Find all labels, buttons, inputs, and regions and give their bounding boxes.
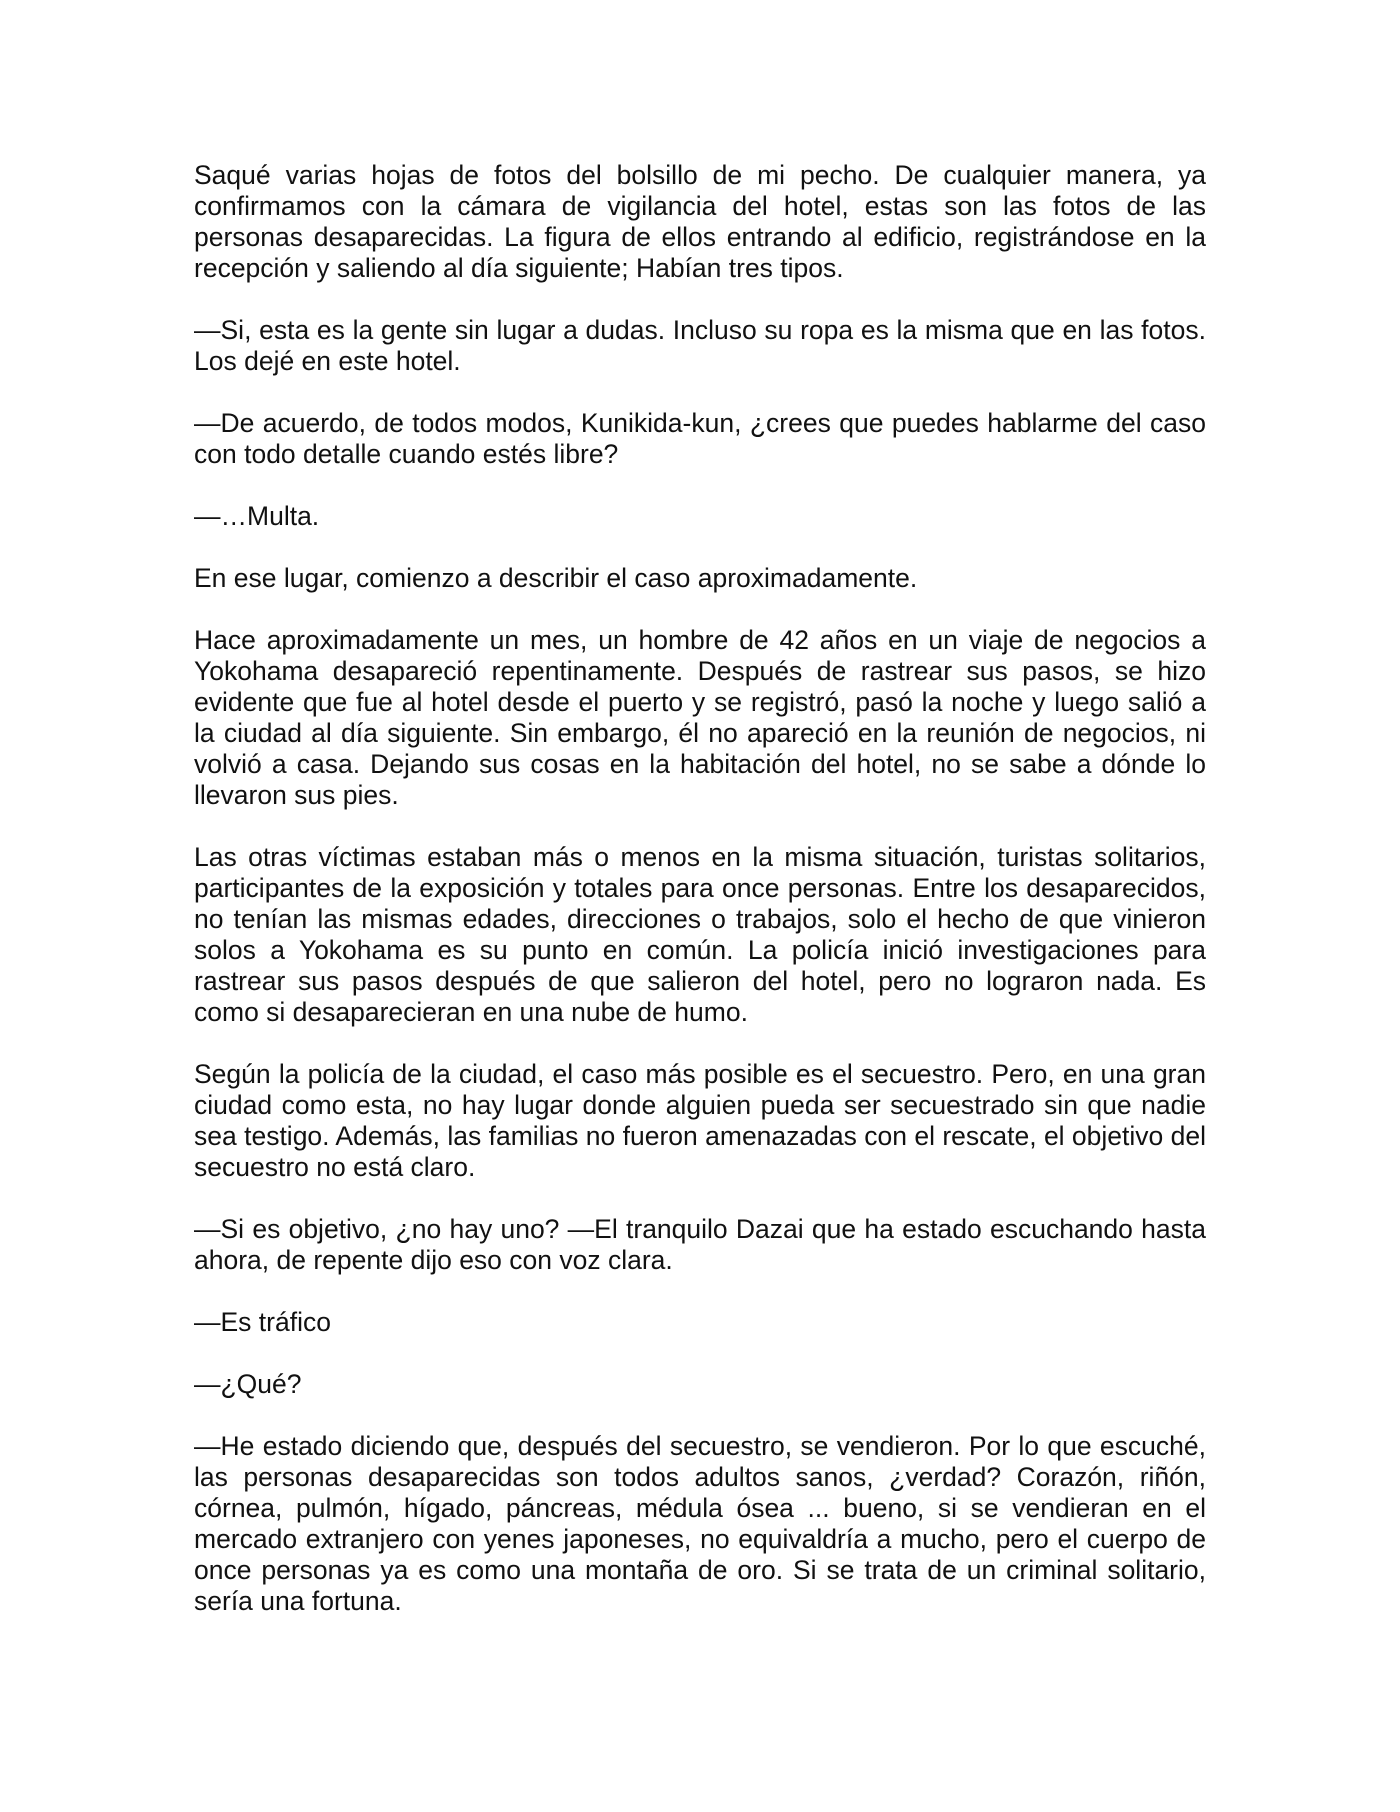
paragraph-dialogue-hotel: —Si, esta es la gente sin lugar a dudas. Incluso su ropa es la misma que en las fotos. Los dejé en este hotel. xyxy=(194,315,1206,376)
paragraph-dialogue-multa: —…Multa. xyxy=(194,501,320,531)
document-body xyxy=(194,160,1206,1617)
paragraph-dialogue-trafico: —Es tráfico xyxy=(194,1307,331,1337)
paragraph-photos: Saqué varias hojas de fotos del bolsillo de mi pecho. De cualquier manera, ya confirmamos con la cámara de vigilancia del hotel, estas son las fotos de las personas desaparecidas. La figura de ellos entrando al edificio, registrándose en la recepción y saliendo al día siguiente; Habían tres tipos. xyxy=(194,160,1206,283)
paragraph-police-theory: Según la policía de la ciudad, el caso más posible es el secuestro. Pero, en una gran ciudad como esta, no hay lugar donde alguien pueda ser secuestrado sin que nadie sea testigo. Además, las familias no fueron amenazadas con el rescate, el objetivo del secuestro no está claro. xyxy=(194,1059,1206,1182)
paragraph-dialogue-kunikida: —De acuerdo, de todos modos, Kunikida-kun, ¿crees que puedes hablarme del caso con todo detalle cuando estés libre? xyxy=(194,408,1206,469)
paragraph-dialogue-dazai: —Si es objetivo, ¿no hay uno? —El tranquilo Dazai que ha estado escuchando hasta ahora, de repente dijo eso con voz clara. xyxy=(194,1214,1206,1275)
paragraph-organ-trade: —He estado diciendo que, después del secuestro, se vendieron. Por lo que escuché, las personas desaparecidas son todos adultos sanos, ¿verdad? Corazón, riñón, córnea, pulmón, hígado, páncreas, médula ósea ... bueno, si se vendieran en el mercado extranjero con yenes japoneses, no equivaldría a mucho, pero el cuerpo de once personas ya es como una montaña de oro. Si se trata de un criminal solitario, sería una fortuna. xyxy=(194,1431,1206,1616)
paragraph-first-victim: Hace aproximadamente un mes, un hombre de 42 años en un viaje de negocios a Yokohama desapareció repentinamente. Después de rastrear sus pasos, se hizo evidente que fue al hotel desde el puerto y se registró, pasó la noche y luego salió a la ciudad al día siguiente. Sin embargo, él no apareció en la reunión de negocios, ni volvió a casa. Dejando sus cosas en la habitación del hotel, no se sabe a dónde lo llevaron sus pies. xyxy=(194,625,1206,810)
paragraph-dialogue-que: —¿Qué? xyxy=(194,1369,302,1399)
paragraph-describe-case: En ese lugar, comienzo a describir el caso aproximadamente. xyxy=(194,563,918,593)
paragraph-other-victims: Las otras víctimas estaban más o menos en la misma situación, turistas solitarios, participantes de la exposición y totales para once personas. Entre los desaparecidos, no tenían las mismas edades, direcciones o trabajos, solo el hecho de que vinieron solos a Yokohama es su punto en común. La policía inició investigaciones para rastrear sus pasos después de que salieron del hotel, pero no lograron nada. Es como si desaparecieran en una nube de humo. xyxy=(194,842,1206,1027)
